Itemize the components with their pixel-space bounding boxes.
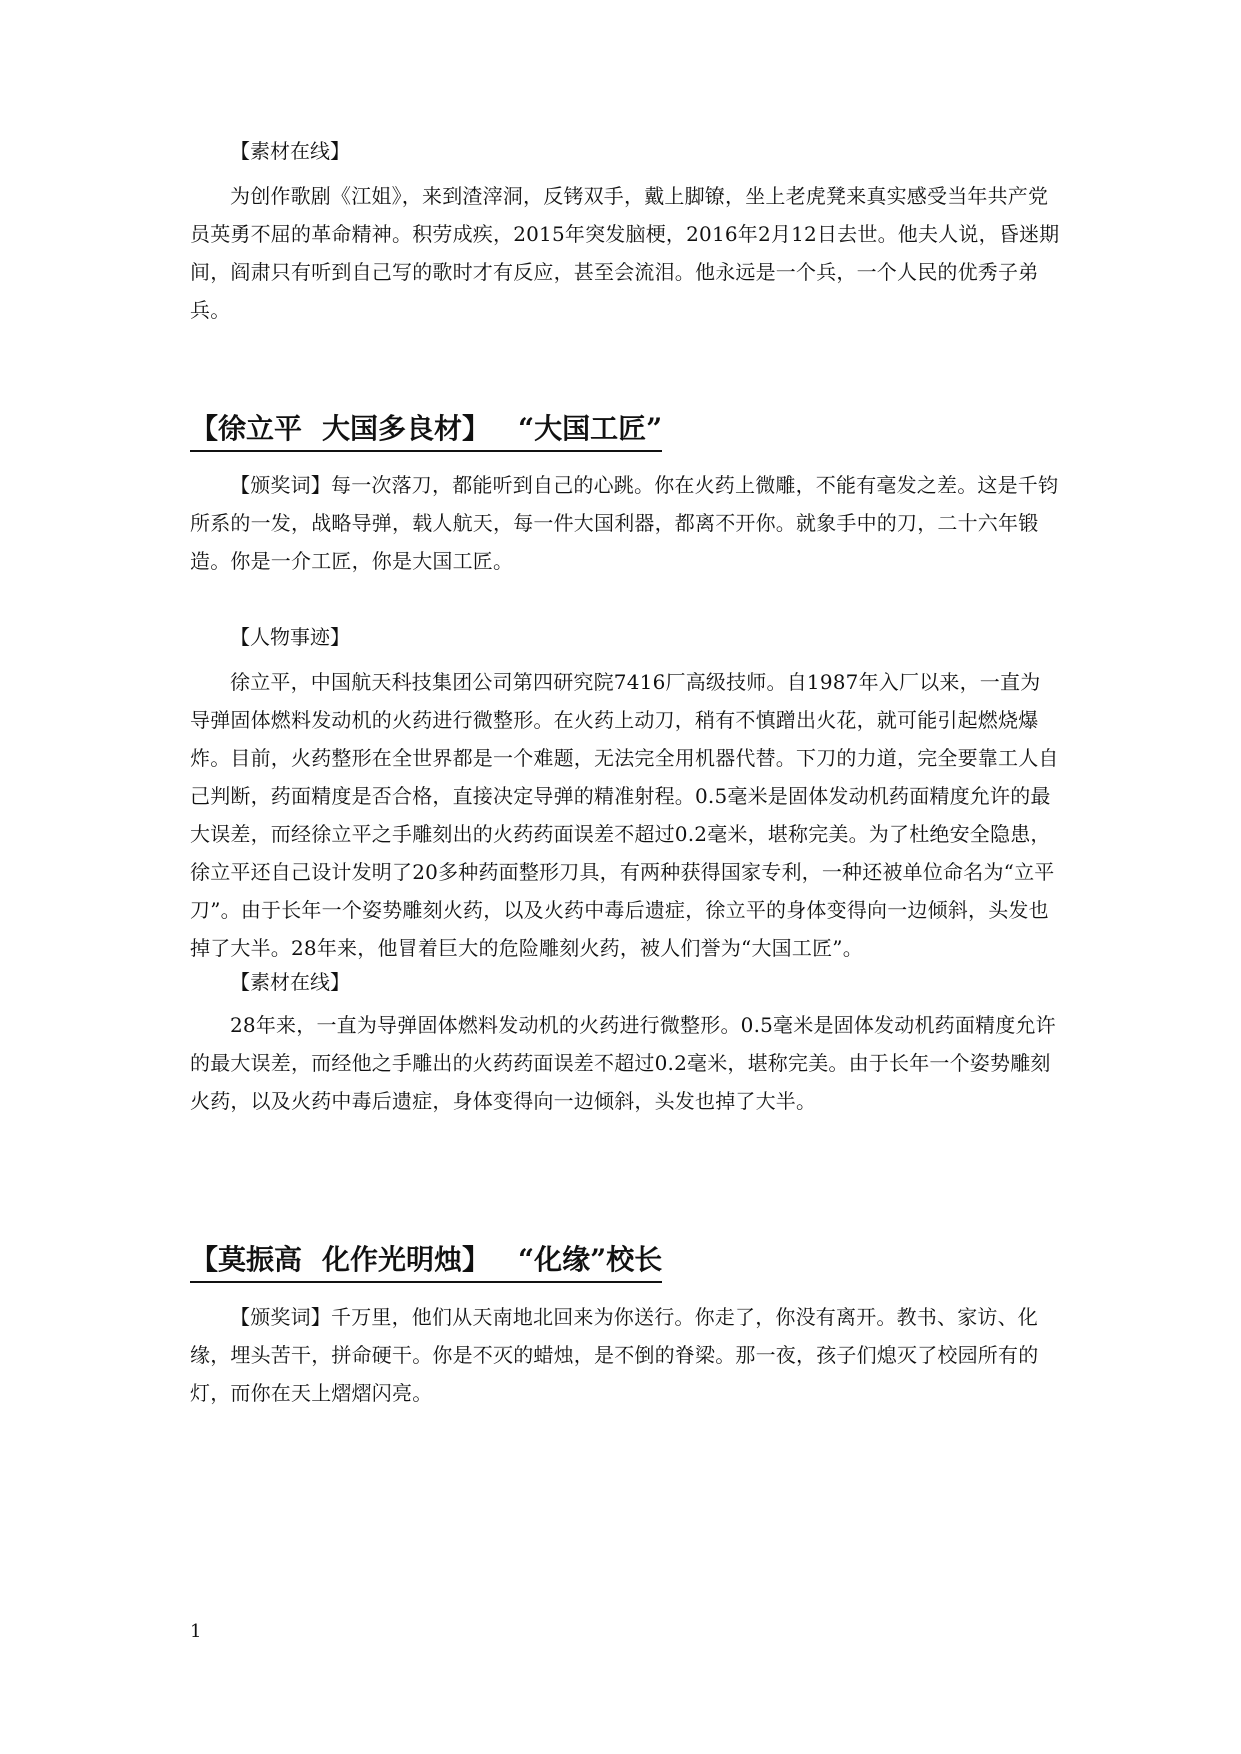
material-label: 【素材在线】 bbox=[230, 139, 350, 163]
material-label: 【素材在线】 bbox=[230, 970, 350, 994]
award-paragraph: 【颁奖词】每一次落刀，都能听到自己的心跳。你在火药上微雕，不能有毫发之差。这是千钧所系的一发，战略导弹，载人航天，每一件大国利器，都离不开你。就象手中的刀，二十六年锻造。你是一介工匠，你是大国工匠。 bbox=[190, 473, 1059, 573]
heading-phrase: 大国多良材】 bbox=[322, 412, 491, 445]
material-paragraph: 为创作歌剧《江姐》，来到渣滓洞，反铐双手，戴上脚镣，坐上老虎凳来真实感受当年共产党员英勇不屈的革命精神。积劳成疾，2015年突发脑梗，2016年2月12日去世。他夫人说，昏迷期间，阎肃只有听到自己写的歌时才有反应，甚至会流泪。他永远是一个兵，一个人民的优秀子弟兵。 bbox=[190, 184, 1060, 322]
heading-title: “大国工匠” bbox=[518, 412, 663, 445]
deeds-label: 【人物事迹】 bbox=[230, 625, 350, 649]
heading-name: 【徐立平 bbox=[190, 412, 303, 445]
section-heading bbox=[190, 409, 662, 452]
deeds-paragraph: 徐立平，中国航天科技集团公司第四研究院7416厂高级技师。自1987年入厂以来，一直为导弹固体燃料发动机的火药进行微整形。在火药上动刀，稍有不慎蹭出火花，就可能引起燃烧爆炸。目前，火药整形在全世界都是一个难题，无法完全用机器代替。下刀的力道，完全要靠工人自己判断，药面精度是否合格，直接决定导弹的精准射程。0.5毫米是固体发动机药面精度允许的最大误差，而经徐立平之手雕刻出的火药药面误差不超过0.2毫米，堪称完美。为了杜绝安全隐患，徐立平还自己设计发明了20多种药面整形刀具，有两种获得国家专利，一种还被单位命名为“立平刀”。由于长年一个姿势雕刻火药，以及火药中毒后遗症，徐立平的身体变得向一边倾斜，头发也掉了大半。28年来，他冒着巨大的危险雕刻火药，被人们誉为“大国工匠”。 bbox=[190, 670, 1059, 960]
heading-phrase: 化作光明烛】 bbox=[322, 1243, 491, 1276]
section-heading bbox=[190, 1240, 662, 1283]
page-number: 1 bbox=[190, 1621, 202, 1642]
heading-name: 【莫振高 bbox=[190, 1243, 303, 1276]
heading-title: “化缘”校长 bbox=[518, 1243, 663, 1276]
material-paragraph: 28年来，一直为导弹固体燃料发动机的火药进行微整形。0.5毫米是固体发动机药面精度允许的最大误差，而经他之手雕出的火药药面误差不超过0.2毫米，堪称完美。由于长年一个姿势雕刻火药，以及火药中毒后遗症，身体变得向一边倾斜，头发也掉了大半。 bbox=[190, 1013, 1056, 1113]
award-paragraph: 【颁奖词】千万里，他们从天南地北回来为你送行。你走了，你没有离开。教书、家访、化缘，埋头苦干，拼命硬干。你是不灭的蜡烛，是不倒的脊梁。那一夜，孩子们熄灭了校园所有的灯，而你在天上熠熠闪亮。 bbox=[190, 1305, 1039, 1405]
